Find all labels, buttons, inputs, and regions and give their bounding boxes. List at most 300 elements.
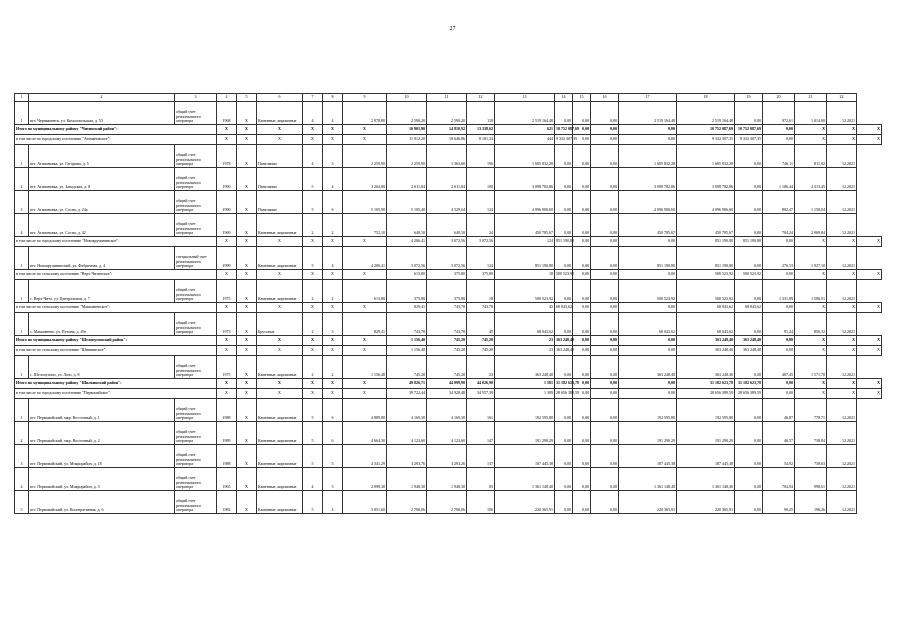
- table-cell: X: [237, 313, 257, 336]
- table-cell: X: [795, 346, 827, 356]
- table-cell: 487,45: [763, 356, 795, 379]
- table-cell: 24: [467, 214, 495, 237]
- table-cell: 745,20: [467, 336, 495, 346]
- table-cell: 0,00: [735, 145, 763, 168]
- table-cell: 1 158,04: [795, 191, 827, 214]
- table-cell: X: [323, 346, 343, 356]
- table-row: [15, 422, 882, 445]
- table-cell: X: [217, 336, 237, 346]
- table-cell: общий счет регионального оператора: [175, 356, 217, 379]
- table-cell: 28 656 389,59: [555, 389, 573, 399]
- table-cell: 0,00: [591, 145, 619, 168]
- table-cell: 4: [15, 468, 29, 491]
- table-cell: 363 248,40: [677, 346, 735, 356]
- table-cell: 2: [323, 356, 343, 379]
- table-cell: X: [257, 135, 303, 145]
- table-cell: 745,20: [387, 356, 427, 379]
- table-cell: Каменные, кирпичные: [257, 247, 303, 270]
- table-cell: Каменные, кирпичные: [257, 422, 303, 445]
- table-cell: 1 685 832,28: [677, 145, 735, 168]
- table-cell: 18: [467, 280, 495, 303]
- table-cell: 2 519 164,48: [495, 102, 555, 125]
- table-cell: X: [237, 237, 257, 247]
- table-cell: 0,00: [573, 303, 591, 313]
- settlement-subtotal-row: [15, 303, 882, 313]
- table-cell: 363 248,40: [495, 356, 555, 379]
- table-cell: X: [303, 135, 323, 145]
- table-cell: 829,41: [387, 303, 427, 313]
- table-cell: X: [237, 102, 257, 125]
- row-label: в том числе по сельскому поселению "Маккавеевское":: [15, 303, 217, 313]
- table-cell: 743,78: [387, 313, 427, 336]
- table-cell: 0,00: [735, 422, 763, 445]
- table-cell: 18: [495, 270, 555, 280]
- register-table-wrap: [14, 93, 882, 514]
- settlement-subtotal-row: [15, 346, 882, 356]
- table-cell: 0,00: [555, 468, 573, 491]
- table-cell: 0,00: [735, 280, 763, 303]
- table-cell: 187 445,38: [619, 445, 677, 468]
- table-cell: X: [257, 237, 303, 247]
- table-cell: 46,57: [763, 422, 795, 445]
- table-cell: 1 309: [495, 389, 555, 399]
- table-cell: 13 338,62: [467, 125, 495, 135]
- table-cell: 0,00: [591, 270, 619, 280]
- table-cell: 6: [323, 422, 343, 445]
- table-cell: 23: [467, 356, 495, 379]
- table-row: [15, 168, 882, 191]
- table-cell: 28 656 389,59: [735, 389, 763, 399]
- table-cell: 1 186,44: [763, 168, 795, 191]
- table-cell: X: [343, 346, 387, 356]
- address-cell: пгт. Первомайский, ул. Микрорайон, д. 18: [29, 445, 175, 468]
- table-cell: X: [827, 237, 857, 247]
- table-cell: 0,00: [555, 102, 573, 125]
- table-cell: X: [257, 336, 303, 346]
- table-cell: X: [237, 379, 257, 389]
- table-cell: 12.2021: [827, 491, 857, 514]
- table-cell: 363 248,40: [619, 356, 677, 379]
- address-cell: с. Верх-Чита, ул. Центральная, д. 7: [29, 280, 175, 303]
- table-cell: 2 878,80: [343, 102, 387, 125]
- table-cell: X: [237, 280, 257, 303]
- table-cell: X: [795, 135, 827, 145]
- table-cell: 3 204,80: [343, 168, 387, 191]
- table-cell: 0,00: [735, 168, 763, 191]
- table-cell: 4 096 906,60: [677, 191, 735, 214]
- table-cell: 500 523,92: [495, 280, 555, 303]
- table-cell: 187 445,38: [677, 445, 735, 468]
- table-cell: X: [237, 356, 257, 379]
- table-cell: 0,00: [763, 125, 795, 135]
- table-row: [15, 468, 882, 491]
- table-row: [15, 247, 882, 270]
- table-cell: 192 595,80: [495, 399, 555, 422]
- table-cell: X: [827, 135, 857, 145]
- table-cell: 0,00: [573, 125, 591, 135]
- table-cell: 10 646,86: [427, 135, 467, 145]
- table-cell: 375,80: [387, 280, 427, 303]
- table-cell: Каменные, кирпичные: [257, 356, 303, 379]
- row-label: Итого по муниципальному району "Шелопугинский район":: [15, 336, 217, 346]
- table-cell: 220 365,91: [495, 491, 555, 514]
- table-cell: 4: [303, 468, 323, 491]
- table-cell: 31 182 623,78: [677, 379, 735, 389]
- table-cell: 10 752 087,69: [555, 125, 573, 135]
- table-cell: 0,00: [763, 379, 795, 389]
- table-cell: 124: [467, 191, 495, 214]
- table-cell: 0,00: [591, 468, 619, 491]
- table-cell: 45: [495, 303, 555, 313]
- table-cell: 23: [495, 336, 555, 346]
- table-cell: X: [237, 346, 257, 356]
- table-cell: 4 206,41: [387, 237, 427, 247]
- table-cell: 1 927,10: [795, 247, 827, 270]
- table-cell: общий счет регионального оператора: [175, 313, 217, 336]
- table-cell: 3 098 782,86: [619, 168, 677, 191]
- settlement-subtotal-row: [15, 389, 882, 399]
- address-cell: пгт. Первомайский, ул. Кооперативная, д. 6: [29, 491, 175, 514]
- header-cell: 9: [343, 94, 387, 102]
- table-cell: 0,00: [573, 468, 591, 491]
- table-cell: 5: [303, 168, 323, 191]
- table-cell: 220 365,91: [677, 491, 735, 514]
- table-cell: 0,00: [735, 313, 763, 336]
- table-cell: 752,10: [343, 214, 387, 237]
- table-cell: 0,00: [619, 237, 677, 247]
- table-cell: X: [237, 168, 257, 191]
- table-cell: 0,00: [763, 303, 795, 313]
- table-cell: 34 557,39: [467, 389, 495, 399]
- table-cell: 2: [303, 356, 323, 379]
- header-cell: 17: [619, 94, 677, 102]
- table-cell: 0,00: [555, 491, 573, 514]
- table-cell: 5: [303, 445, 323, 468]
- header-cell: 21: [795, 94, 827, 102]
- table-cell: 1989: [217, 422, 237, 445]
- table-cell: X: [257, 389, 303, 399]
- header-cell: 5: [237, 94, 257, 102]
- table-cell: X: [323, 125, 343, 135]
- table-cell: 1 571,70: [795, 356, 827, 379]
- table-cell: 450 785,67: [677, 214, 735, 237]
- table-cell: 0,00: [735, 214, 763, 237]
- table-cell: 2 611,84: [387, 168, 427, 191]
- table-cell: 2 519 164,48: [619, 102, 677, 125]
- table-cell: 276,53: [763, 247, 795, 270]
- table-cell: 4: [15, 214, 29, 237]
- table-cell: 0,00: [735, 468, 763, 491]
- table-cell: 2 259,90: [343, 145, 387, 168]
- table-cell: 44 026,90: [467, 379, 495, 389]
- table-cell: X: [303, 237, 323, 247]
- table-cell: 0,00: [573, 247, 591, 270]
- table-cell: 500 523,92: [677, 280, 735, 303]
- table-cell: 613,80: [343, 280, 387, 303]
- table-cell: 745,20: [467, 346, 495, 356]
- table-cell: 450 785,67: [495, 214, 555, 237]
- table-cell: 1: [15, 356, 29, 379]
- header-cell: 13: [495, 94, 555, 102]
- table-cell: 0,00: [555, 145, 573, 168]
- table-cell: 118: [467, 102, 495, 125]
- table-cell: 12.2021: [827, 168, 857, 191]
- table-cell: 137: [467, 445, 495, 468]
- table-cell: Каменные, кирпичные: [257, 399, 303, 422]
- row-label: в том числе по сельскому поселению "Шивиинское":: [15, 346, 217, 356]
- table-cell: 192 595,80: [677, 399, 735, 422]
- table-cell: Панельные: [257, 191, 303, 214]
- table-cell: 0,00: [573, 336, 591, 346]
- table-cell: 4 123,60: [387, 422, 427, 445]
- table-cell: X: [323, 135, 343, 145]
- table-cell: 363 248,40: [677, 336, 735, 346]
- table-cell: 9 332 307,35: [555, 135, 573, 145]
- table-cell: 0,00: [573, 491, 591, 514]
- table-cell: X: [217, 237, 237, 247]
- table-cell: 68 043,62: [677, 313, 735, 336]
- settlement-subtotal-row: [15, 270, 882, 280]
- table-cell: 34 920,48: [427, 389, 467, 399]
- table-cell: 851 190,80: [735, 237, 763, 247]
- table-cell: 4: [323, 102, 343, 125]
- table-cell: X: [217, 135, 237, 145]
- table-cell: 1990: [217, 168, 237, 191]
- table-cell: 0,00: [555, 168, 573, 191]
- table-cell: X: [257, 303, 303, 313]
- table-cell: 0,00: [619, 336, 677, 346]
- table-cell: 4: [323, 491, 343, 514]
- register-table: [14, 93, 882, 514]
- table-cell: Брусовые: [257, 313, 303, 336]
- table-cell: 4 206,41: [343, 247, 387, 270]
- address-cell: пгт. Атамановка, ул. Сосна, д. 42: [29, 214, 175, 237]
- table-cell: 4 664,30: [343, 422, 387, 445]
- table-cell: 83: [467, 468, 495, 491]
- table-cell: 68 043,62: [555, 303, 573, 313]
- table-cell: 0,00: [555, 214, 573, 237]
- table-cell: 3: [323, 468, 343, 491]
- header-cell: 19: [735, 94, 763, 102]
- table-cell: 1 156,40: [387, 346, 427, 356]
- district-total-row: [15, 125, 882, 135]
- table-cell: 2 069,84: [795, 214, 827, 237]
- table-cell: 0,00: [619, 346, 677, 356]
- table-cell: 811,82: [795, 145, 827, 168]
- table-cell: 49 826,71: [387, 379, 427, 389]
- table-cell: X: [303, 270, 323, 280]
- table-cell: 0,00: [591, 491, 619, 514]
- table-cell: X: [827, 336, 857, 346]
- table-cell: X: [323, 303, 343, 313]
- table-cell: 851 190,80: [677, 247, 735, 270]
- table-cell: X: [343, 125, 387, 135]
- table-cell: 1 361 148,40: [495, 468, 555, 491]
- table-cell: общий счет регионального оператора: [175, 491, 217, 514]
- table-cell: 375,80: [427, 270, 467, 280]
- table-cell: 0,00: [573, 379, 591, 389]
- table-cell: X: [795, 389, 827, 399]
- table-cell: X: [795, 237, 827, 247]
- table-cell: 0,00: [573, 270, 591, 280]
- table-cell: 0,00: [591, 422, 619, 445]
- table-cell: 1 363,60: [427, 145, 467, 168]
- table-cell: 6: [323, 399, 343, 422]
- table-cell: 5 105,40: [387, 191, 427, 214]
- table-cell: 500 523,92: [619, 280, 677, 303]
- table-cell: Каменные, кирпичные: [257, 468, 303, 491]
- table-cell: 3 072,56: [427, 247, 467, 270]
- table-cell: 2 259,90: [387, 145, 427, 168]
- table-cell: 100: [467, 168, 495, 191]
- table-cell: 704,24: [763, 214, 795, 237]
- table-cell: X: [827, 389, 857, 399]
- table-cell: 444: [495, 135, 555, 145]
- table-cell: 1 156,40: [387, 336, 427, 346]
- table-cell: 0,00: [573, 346, 591, 356]
- table-cell: X: [237, 468, 257, 491]
- table-cell: 0,00: [573, 168, 591, 191]
- row-label: Итого по муниципальному району "Читинский район":: [15, 125, 217, 135]
- table-cell: 829,41: [343, 313, 387, 336]
- table-cell: 856,32: [795, 313, 827, 336]
- table-cell: 3: [15, 445, 29, 468]
- page-number: 27: [449, 26, 456, 32]
- table-cell: 2: [15, 168, 29, 191]
- table-cell: 0,00: [555, 313, 573, 336]
- table-cell: Каменные, кирпичные: [257, 445, 303, 468]
- table-cell: X: [795, 303, 827, 313]
- table-cell: 4 169,30: [427, 399, 467, 422]
- table-cell: 3 293,26: [427, 445, 467, 468]
- table-cell: 5: [303, 422, 323, 445]
- table-cell: 621: [495, 125, 555, 135]
- table-cell: X: [237, 491, 257, 514]
- table-cell: 28 656 389,59: [677, 389, 735, 399]
- table-cell: 2 706,06: [427, 491, 467, 514]
- address-cell: с. Маккавеево, ул. Путина, д. 49е: [29, 313, 175, 336]
- address-cell: пгт. Атамановка, ул. Заводская, д. 8: [29, 168, 175, 191]
- header-cell: 15: [573, 94, 591, 102]
- address-cell: пгт. Первомайский, мкр. Восточный, д. 1: [29, 399, 175, 422]
- table-cell: X: [323, 389, 343, 399]
- table-cell: 0,00: [573, 356, 591, 379]
- table-cell: X: [343, 270, 387, 280]
- table-cell: 746,11: [763, 145, 795, 168]
- table-cell: 0,00: [619, 135, 677, 145]
- table-cell: 5: [303, 491, 323, 514]
- table-cell: 44 099,90: [427, 379, 467, 389]
- table-cell: 0,00: [763, 346, 795, 356]
- table-cell: 4: [303, 145, 323, 168]
- table-cell: 12.2021: [827, 445, 857, 468]
- table-cell: общий счет регионального оператора: [175, 399, 217, 422]
- table-cell: 196: [467, 145, 495, 168]
- table-cell: 147: [467, 422, 495, 445]
- table-cell: 12.2021: [827, 399, 857, 422]
- table-cell: 12.2021: [827, 214, 857, 237]
- table-cell: 0,00: [591, 125, 619, 135]
- row-label: в том числе по сельскому поселению "Верх-Читинское":: [15, 270, 217, 280]
- table-cell: 0,00: [591, 389, 619, 399]
- table-cell: общий счет регионального оператора: [175, 168, 217, 191]
- table-cell: 1 685 832,28: [495, 145, 555, 168]
- table-cell: 450 785,67: [619, 214, 677, 237]
- table-cell: 0,00: [555, 191, 573, 214]
- table-cell: 124: [467, 247, 495, 270]
- address-cell: пгт. Атамановка, ул. Гагарина, д. 5: [29, 145, 175, 168]
- table-cell: X: [827, 125, 857, 135]
- table-cell: X: [237, 389, 257, 399]
- table-cell: 1: [15, 399, 29, 422]
- table-cell: X: [857, 389, 882, 399]
- table-cell: 0,00: [591, 214, 619, 237]
- table-cell: 363 248,40: [555, 346, 573, 356]
- table-cell: 4 889,80: [343, 399, 387, 422]
- table-cell: 124: [495, 237, 555, 247]
- table-cell: 3: [323, 313, 343, 336]
- table-cell: 6: [323, 191, 343, 214]
- table-cell: 1 948,30: [387, 468, 427, 491]
- table-cell: 0,00: [735, 491, 763, 514]
- table-cell: X: [237, 399, 257, 422]
- table-cell: 4 096 906,60: [619, 191, 677, 214]
- table-cell: 68 043,62: [619, 313, 677, 336]
- table-cell: 1 581: [495, 379, 555, 389]
- table-cell: X: [217, 125, 237, 135]
- table-cell: 0,00: [735, 399, 763, 422]
- address-cell: с. Шелопугино, ул. Лазо, д. 8: [29, 356, 175, 379]
- table-cell: X: [303, 379, 323, 389]
- table-cell: 2: [323, 280, 343, 303]
- table-cell: 91,24: [763, 313, 795, 336]
- table-cell: 5: [15, 491, 29, 514]
- table-cell: 1982: [217, 491, 237, 514]
- table-row: [15, 214, 882, 237]
- table-cell: 1: [15, 247, 29, 270]
- table-cell: X: [303, 303, 323, 313]
- table-cell: 1 361 148,40: [619, 468, 677, 491]
- table-cell: 54,92: [763, 445, 795, 468]
- header-cell: 10: [387, 94, 427, 102]
- table-cell: Каменные, кирпичные: [257, 280, 303, 303]
- table-row: [15, 399, 882, 422]
- table-cell: 0,00: [591, 313, 619, 336]
- table-cell: 2 706,06: [387, 491, 427, 514]
- table-cell: 10 752 087,69: [677, 125, 735, 135]
- table-cell: 738,63: [795, 445, 827, 468]
- table-cell: 0,00: [573, 280, 591, 303]
- table-cell: 12.2021: [827, 145, 857, 168]
- table-cell: 375,80: [467, 270, 495, 280]
- table-cell: X: [827, 303, 857, 313]
- table-cell: 1 685 832,28: [619, 145, 677, 168]
- table-cell: 3 098 782,86: [495, 168, 555, 191]
- table-cell: 11 912,20: [387, 135, 427, 145]
- table-cell: 0,00: [555, 445, 573, 468]
- table-cell: общий счет регионального оператора: [175, 468, 217, 491]
- header-cell: 8: [323, 94, 343, 102]
- table-cell: 3 072,56: [387, 247, 427, 270]
- table-cell: X: [343, 389, 387, 399]
- table-cell: 0,00: [573, 191, 591, 214]
- table-cell: 16 901,90: [387, 125, 427, 135]
- settlement-subtotal-row: [15, 135, 882, 145]
- table-cell: 0,00: [763, 237, 795, 247]
- table-cell: X: [795, 125, 827, 135]
- table-cell: 363 248,40: [555, 336, 573, 346]
- table-cell: X: [303, 125, 323, 135]
